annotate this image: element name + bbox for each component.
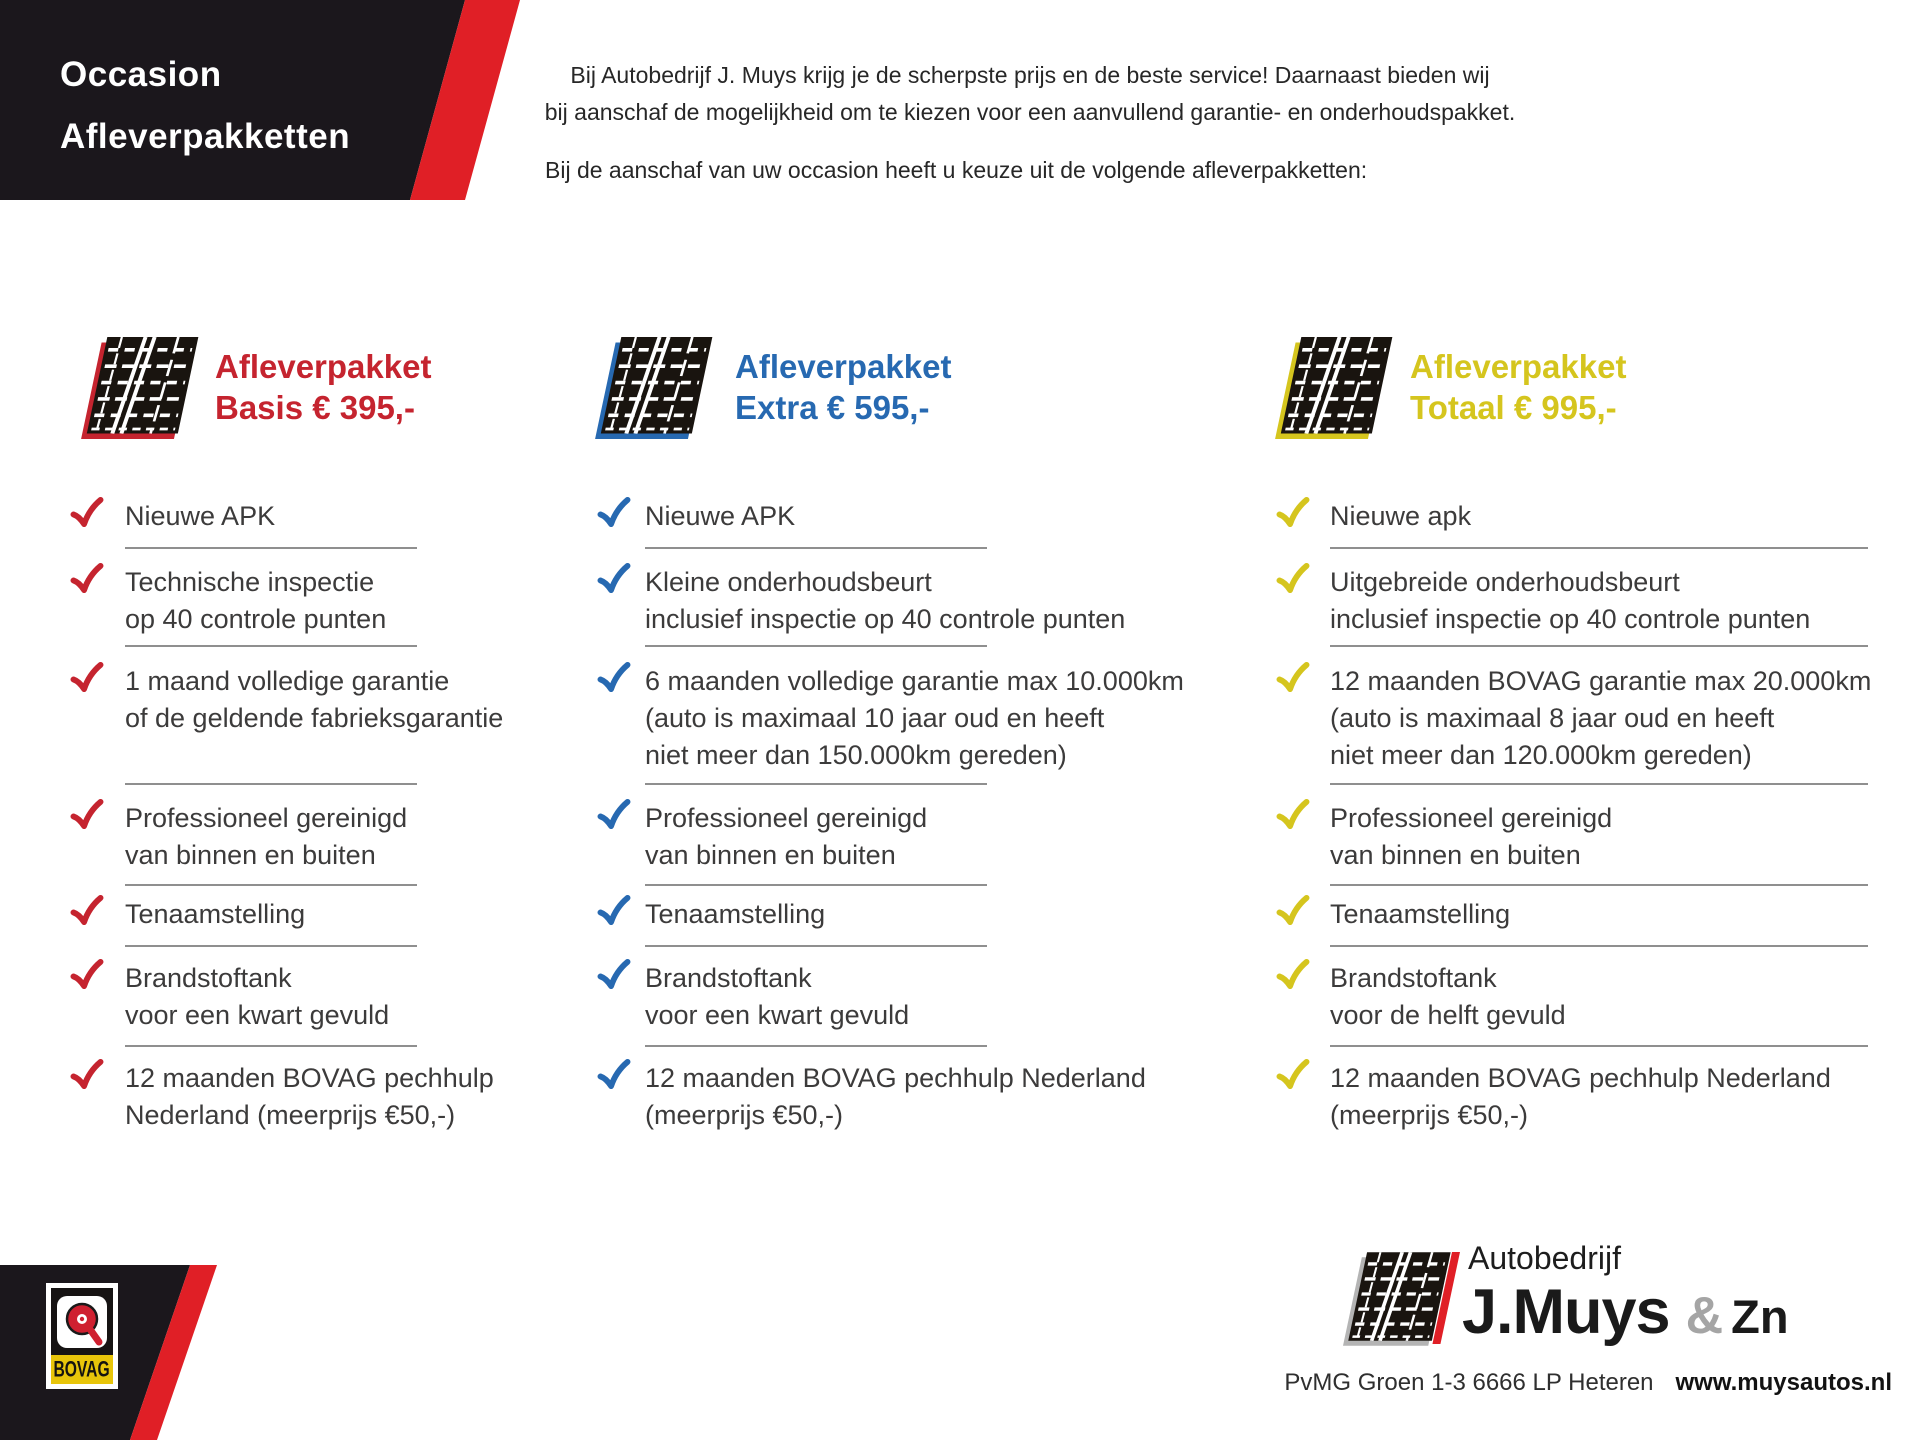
package-item bbox=[125, 663, 503, 737]
item-line: 12 maanden BOVAG pechhulp Nederland bbox=[1330, 1063, 1831, 1093]
item-line: van binnen en buiten bbox=[645, 840, 896, 870]
tire-tread-icon bbox=[594, 337, 716, 439]
separator-line bbox=[645, 1045, 987, 1047]
item-line: 12 maanden BOVAG pechhulp bbox=[125, 1063, 494, 1093]
item-line: op 40 controle punten bbox=[125, 604, 387, 634]
checkmark-icon bbox=[70, 1059, 104, 1090]
bovag-label-text: BOVAG bbox=[53, 1356, 111, 1382]
checkmark-icon bbox=[597, 1059, 631, 1090]
page-title-line2: Afleverpakketten bbox=[60, 117, 351, 156]
checkmark-icon bbox=[1276, 959, 1310, 990]
dealer-website: www.muysautos.nl bbox=[1675, 1369, 1892, 1396]
checkmark-icon bbox=[1276, 1059, 1310, 1090]
package-title-line2: Totaal € 995,- bbox=[1410, 389, 1617, 426]
item-line: Nieuwe apk bbox=[1330, 501, 1472, 531]
package-item bbox=[1330, 663, 1871, 774]
package-item bbox=[645, 663, 1184, 774]
separator-line bbox=[125, 945, 417, 947]
package-title-line1: Afleverpakket bbox=[215, 348, 432, 385]
item-line: inclusief inspectie op 40 controle punten bbox=[1330, 604, 1811, 634]
page-title-line1: Occasion bbox=[60, 55, 222, 94]
bovag-logo bbox=[46, 1283, 118, 1389]
item-line: Brandstoftank bbox=[1330, 963, 1497, 993]
checkmark-icon bbox=[597, 895, 631, 926]
separator-line bbox=[645, 645, 987, 647]
separator-line bbox=[645, 945, 987, 947]
package-title-extra bbox=[735, 346, 951, 428]
bovag-emblem bbox=[51, 1288, 113, 1355]
package-item bbox=[1330, 800, 1612, 874]
checkmark-icon bbox=[70, 895, 104, 926]
bovag-emblem-icon bbox=[56, 1295, 108, 1349]
package-title-basis bbox=[215, 346, 431, 428]
item-line: of de geldende fabrieksgarantie bbox=[125, 703, 504, 733]
bovag-label bbox=[51, 1355, 113, 1384]
dealer-name: J.Muys bbox=[1462, 1277, 1670, 1347]
dealer-address: PvMG Groen 1-3 6666 LP Heteren bbox=[1284, 1369, 1654, 1396]
package-item bbox=[645, 960, 909, 1034]
package-item bbox=[125, 1060, 494, 1134]
package-item bbox=[645, 1060, 1146, 1134]
checkmark-icon bbox=[597, 959, 631, 990]
separator-line bbox=[125, 783, 417, 785]
separator-line bbox=[125, 645, 417, 647]
package-item bbox=[125, 896, 305, 933]
item-line: Professioneel gereinigd bbox=[1330, 803, 1613, 833]
separator-line bbox=[1330, 1045, 1868, 1047]
item-line: Tenaamstelling bbox=[125, 899, 306, 929]
checkmark-icon bbox=[1276, 563, 1310, 594]
package-item bbox=[1330, 498, 1471, 535]
item-line: voor de helft gevuld bbox=[1330, 1000, 1566, 1030]
page-title bbox=[60, 44, 350, 168]
intro-line2: bij aanschaf de mogelijkheid om te kiezen voor een aanvullend garantie- en onderhoudspakket. bbox=[544, 99, 1516, 125]
item-line: voor een kwart gevuld bbox=[645, 1000, 910, 1030]
package-item bbox=[1330, 896, 1510, 933]
package-item bbox=[1330, 960, 1566, 1034]
checkmark-icon bbox=[70, 563, 104, 594]
item-line: Professioneel gereinigd bbox=[645, 803, 928, 833]
checkmark-icon bbox=[597, 662, 631, 693]
tire-tread-icon bbox=[1274, 337, 1396, 439]
checkmark-icon bbox=[597, 563, 631, 594]
checkmark-icon bbox=[70, 799, 104, 830]
item-line: van binnen en buiten bbox=[1330, 840, 1581, 870]
tire-tread-icon bbox=[80, 337, 202, 439]
package-item bbox=[645, 896, 825, 933]
item-line: Uitgebreide onderhoudsbeurt bbox=[1330, 567, 1680, 597]
package-item bbox=[645, 498, 795, 535]
checkmark-icon bbox=[1276, 895, 1310, 926]
separator-line bbox=[1330, 547, 1868, 549]
intro-text bbox=[510, 57, 1550, 189]
checkmark-icon bbox=[1276, 799, 1310, 830]
item-line: 1 maand volledige garantie bbox=[125, 666, 450, 696]
separator-line bbox=[125, 1045, 417, 1047]
package-item bbox=[645, 564, 1125, 638]
item-line: (meerprijs €50,-) bbox=[645, 1100, 844, 1130]
item-line: Professioneel gereinigd bbox=[125, 803, 408, 833]
checkmark-icon bbox=[1276, 662, 1310, 693]
intro-line1: Bij Autobedrijf J. Muys krijg je de scherpste prijs en de beste service! Daarnaast bieden wij bbox=[570, 62, 1490, 88]
package-item bbox=[125, 498, 275, 535]
package-title-line1: Afleverpakket bbox=[1410, 348, 1627, 385]
item-line: Nieuwe APK bbox=[645, 501, 796, 531]
checkmark-icon bbox=[70, 497, 104, 528]
package-item bbox=[1330, 564, 1810, 638]
package-title-line2: Basis € 395,- bbox=[215, 389, 415, 426]
item-line: Kleine onderhoudsbeurt bbox=[645, 567, 932, 597]
checkmark-icon bbox=[597, 799, 631, 830]
item-line: voor een kwart gevuld bbox=[125, 1000, 390, 1030]
dealer-prefix: Autobedrijf bbox=[1468, 1240, 1621, 1276]
checkmark-icon bbox=[70, 959, 104, 990]
separator-line bbox=[645, 783, 987, 785]
package-title-line2: Extra € 595,- bbox=[735, 389, 930, 426]
dealer-ampersand: & bbox=[1685, 1287, 1724, 1345]
package-item bbox=[645, 800, 927, 874]
item-line: Tenaamstelling bbox=[1330, 899, 1511, 929]
checkmark-icon bbox=[70, 662, 104, 693]
package-item bbox=[125, 564, 386, 638]
package-title-totaal bbox=[1410, 346, 1626, 428]
separator-line bbox=[1330, 884, 1868, 886]
item-line: (auto is maximaal 10 jaar oud en heeft bbox=[645, 703, 1105, 733]
item-line: inclusief inspectie op 40 controle punten bbox=[645, 604, 1126, 634]
checkmark-icon bbox=[1276, 497, 1310, 528]
separator-line bbox=[1330, 783, 1868, 785]
footer-address-row bbox=[1284, 1369, 1892, 1397]
item-line: (auto is maximaal 8 jaar oud en heeft bbox=[1330, 703, 1775, 733]
item-line: 6 maanden volledige garantie max 10.000km bbox=[645, 666, 1184, 696]
item-line: Technische inspectie bbox=[125, 567, 375, 597]
checkmark-icon bbox=[597, 497, 631, 528]
item-line: 12 maanden BOVAG garantie max 20.000km bbox=[1330, 666, 1872, 696]
separator-line bbox=[125, 547, 417, 549]
package-item bbox=[125, 960, 389, 1034]
dealer-suffix: Zn bbox=[1731, 1290, 1789, 1343]
item-line: niet meer dan 150.000km gereden) bbox=[645, 740, 1067, 770]
package-item bbox=[1330, 1060, 1831, 1134]
item-line: Nieuwe APK bbox=[125, 501, 276, 531]
item-line: 12 maanden BOVAG pechhulp Nederland bbox=[645, 1063, 1146, 1093]
separator-line bbox=[645, 884, 987, 886]
package-item bbox=[125, 800, 407, 874]
separator-line bbox=[125, 884, 417, 886]
item-line: Tenaamstelling bbox=[645, 899, 826, 929]
package-title-line1: Afleverpakket bbox=[735, 348, 952, 385]
intro-line3: Bij de aanschaf van uw occasion heeft u keuze uit de volgende afleverpakketten: bbox=[545, 157, 1368, 183]
item-line: Brandstoftank bbox=[125, 963, 292, 993]
separator-line bbox=[1330, 945, 1868, 947]
item-line: niet meer dan 120.000km gereden) bbox=[1330, 740, 1752, 770]
item-line: van binnen en buiten bbox=[125, 840, 376, 870]
item-line: Nederland (meerprijs €50,-) bbox=[125, 1100, 456, 1130]
item-line: (meerprijs €50,-) bbox=[1330, 1100, 1529, 1130]
separator-line bbox=[1330, 645, 1868, 647]
separator-line bbox=[645, 547, 987, 549]
dealer-name-line bbox=[1462, 1276, 1789, 1348]
item-line: Brandstoftank bbox=[645, 963, 812, 993]
